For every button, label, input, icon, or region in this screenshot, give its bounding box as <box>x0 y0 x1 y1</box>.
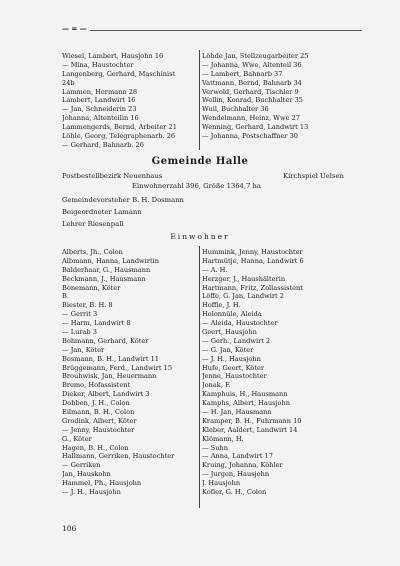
resident-entry: Geert, Hausjohn <box>202 328 257 337</box>
resident-entry: Alberts, Jh., Colon <box>62 248 123 256</box>
entry-line: — Jan, Schneiderin 23 <box>62 105 137 114</box>
resident-entry: B. <box>62 292 69 301</box>
resident-entry: Kruing, Johanna, Köhler <box>202 461 283 470</box>
resident-entry: Brüggemann, Ferd., Landwirt 15 <box>62 363 173 372</box>
column-divider-bottom <box>199 246 200 508</box>
entry-line: — Lambert, Bahnarb 37 <box>202 69 283 78</box>
resident-entry: Eilmann, B. H., Colon <box>62 408 135 417</box>
population-info: Einwohnerzahl 396, Größe 1364,7 ha <box>132 182 261 190</box>
resident-entry: Kramper, B. H., Fuhrmann 10 <box>202 416 302 425</box>
resident-entry: — Gerrit 3 <box>62 310 98 319</box>
resident-entry: Grodink, Albert, Köter <box>62 416 137 425</box>
entry-line: Wiesel, Lambert, Hausjohn 16 <box>62 52 164 60</box>
resident-entry: Hallmann, Gerriken, Haustochter <box>62 452 175 461</box>
resident-entry: Jan, Hauskohn <box>62 470 111 479</box>
resident-entry: Bremo, Hofassistent <box>62 381 131 390</box>
resident-entry: Holonnüle, Aleida <box>202 310 262 319</box>
resident-entry: Dieker, Albert, Landwirt 3 <box>62 390 150 399</box>
entry-line: Löhde Jan, Stellzeugarbeiter 25 <box>202 52 309 60</box>
entry-line: Lambert, Landwirt 16 <box>62 96 136 105</box>
resident-entry: Albmann, Hanna, Landwirtin <box>62 256 159 265</box>
resident-entry: — Anna, Landwirt 17 <box>202 452 273 461</box>
resident-entry: — Lurab 3 <box>62 328 97 337</box>
resident-entry: Löffe, G. Jan, Landwirt 2 <box>202 292 284 301</box>
teacher: Lehrer Riesenpall <box>62 220 124 228</box>
entry-line: Verwold, Gerhard, Tischler 9 <box>202 87 299 96</box>
entry-line: Löhle, Georg, Telegraphenarb. 26 <box>62 132 176 141</box>
resident-entry: — H. Jan, Hausmann <box>202 408 272 417</box>
entry-line: Wendelmann, Heinz, Wwe 27 <box>202 114 300 123</box>
top-right-column <box>202 52 362 141</box>
entry-line: Lammen, Hermann 28 <box>62 87 138 96</box>
resident-entry: Hummink, Jenny, Haustochter <box>202 248 303 256</box>
resident-entry: — Harm, Landwirt 8 <box>62 319 131 328</box>
post-district: Postbestellbezirk Neuenhaus <box>62 172 163 180</box>
resident-entry: — G. Jan, Köter <box>202 345 254 354</box>
resident-entry: Biester, B. H. 8 <box>62 301 113 310</box>
entry-line: Vattmann, Bernd, Bahnarb 34 <box>202 78 302 87</box>
resident-entry: Klömann, H. <box>202 434 244 443</box>
resident-entry: Bohmann, Gerhard, Köter <box>62 336 149 345</box>
entry-line: Wuil, Buchhalter 36 <box>202 105 269 114</box>
resident-entry: Kamphuis, H., Hausmann <box>202 390 288 399</box>
entry-line: Wenning, Gerhard, Landwirt 13 <box>202 123 309 132</box>
header-rule <box>62 26 362 34</box>
resident-entry: — Aleida, Haustochter <box>202 319 278 328</box>
parish: Kirchspiel Uelsen <box>283 172 344 180</box>
resident-entry: — Gerriken <box>62 461 101 470</box>
resident-entry: Dobben, J. H., Colon <box>62 399 130 408</box>
resident-entry: Hagen, B. H., Colon <box>62 443 129 452</box>
resident-entry: — J. H., Hausjohn <box>202 354 261 363</box>
resident-entry: Hammel, Ph., Hausjohn <box>62 479 142 488</box>
resident-entry: Balderhaar, G., Hausmann <box>62 265 151 274</box>
page-number: 106 <box>62 524 77 533</box>
resident-entry: J. Hausjohn <box>202 479 241 488</box>
residents-heading: Einwohner <box>170 232 230 241</box>
resident-entry: — Jenny, Haustochter <box>62 425 135 434</box>
column-divider-top <box>199 50 200 150</box>
resident-entry: Jonak, F. <box>202 381 231 390</box>
entry-line: Langenberg, Gerhard, Maschinist <box>62 69 176 78</box>
header-mark: — = — <box>62 24 90 33</box>
resident-entry: Kleber, Aaldert, Landwirt 14 <box>202 425 298 434</box>
resident-entry: — Jurgen, Hausjohn <box>202 470 270 479</box>
resident-entry: Herzger, J., Haushälterin <box>202 274 286 283</box>
treasurer: Beigeordneter Lamann <box>62 208 142 216</box>
resident-entry: Kamphs, Albert, Hausjohn <box>202 399 290 408</box>
entry-line: — Johanna, Postschaffner 30 <box>202 132 298 141</box>
resident-entry: Bonemann, Köter <box>62 283 121 292</box>
section-title: Gemeinde Halle <box>151 156 249 167</box>
resident-entry: — J. H., Hausjohn <box>62 488 121 497</box>
resident-entry: Brouhwisk, Jan, Heuermann <box>62 372 157 381</box>
resident-entry: — Suhn <box>202 443 228 452</box>
bottom-right-column <box>202 248 362 497</box>
entry-line: Johanna, Altenteilin 16 <box>62 114 139 123</box>
entry-line: — Mina, Haustochter <box>62 60 134 69</box>
resident-entry: Kofler, G. H., Colon <box>202 488 267 497</box>
resident-entry: Hartmütje, Hanna, Landwirt 6 <box>202 256 304 265</box>
resident-entry: Bosmann, B. H., Landwirt 11 <box>62 354 159 363</box>
resident-entry: Hufe, Geert, Köter <box>202 363 265 372</box>
resident-entry: Hoffie, J. H. <box>202 301 241 310</box>
resident-entry: Hartmann, Fritz, Zollassistent <box>202 283 303 292</box>
resident-entry: G., Köter <box>62 434 92 443</box>
mayor: Gemeindevorsteher B. H. Dosmann <box>62 196 184 204</box>
resident-entry: Jenne, Haustochter <box>202 372 267 381</box>
top-left-column <box>62 52 198 150</box>
entry-line: Lammengerds, Bernd, Arbeiter 21 <box>62 123 177 132</box>
resident-entry: — A. H. <box>202 265 228 274</box>
entry-line: — Gerhard, Bahnarb. 26 <box>62 140 144 149</box>
entry-line: 24b <box>62 78 75 87</box>
resident-entry: — Gerh., Landwirt 2 <box>202 336 271 345</box>
resident-entry: — Jan, Köter <box>62 345 105 354</box>
resident-entry: Beckmann, J., Hausmann <box>62 274 146 283</box>
entry-line: — Johanna, Wwe, Altenteil 36 <box>202 60 302 69</box>
bottom-left-column <box>62 248 198 497</box>
header-line <box>62 30 362 31</box>
entry-line: Wellin, Konrad, Buchhalter 35 <box>202 96 303 105</box>
